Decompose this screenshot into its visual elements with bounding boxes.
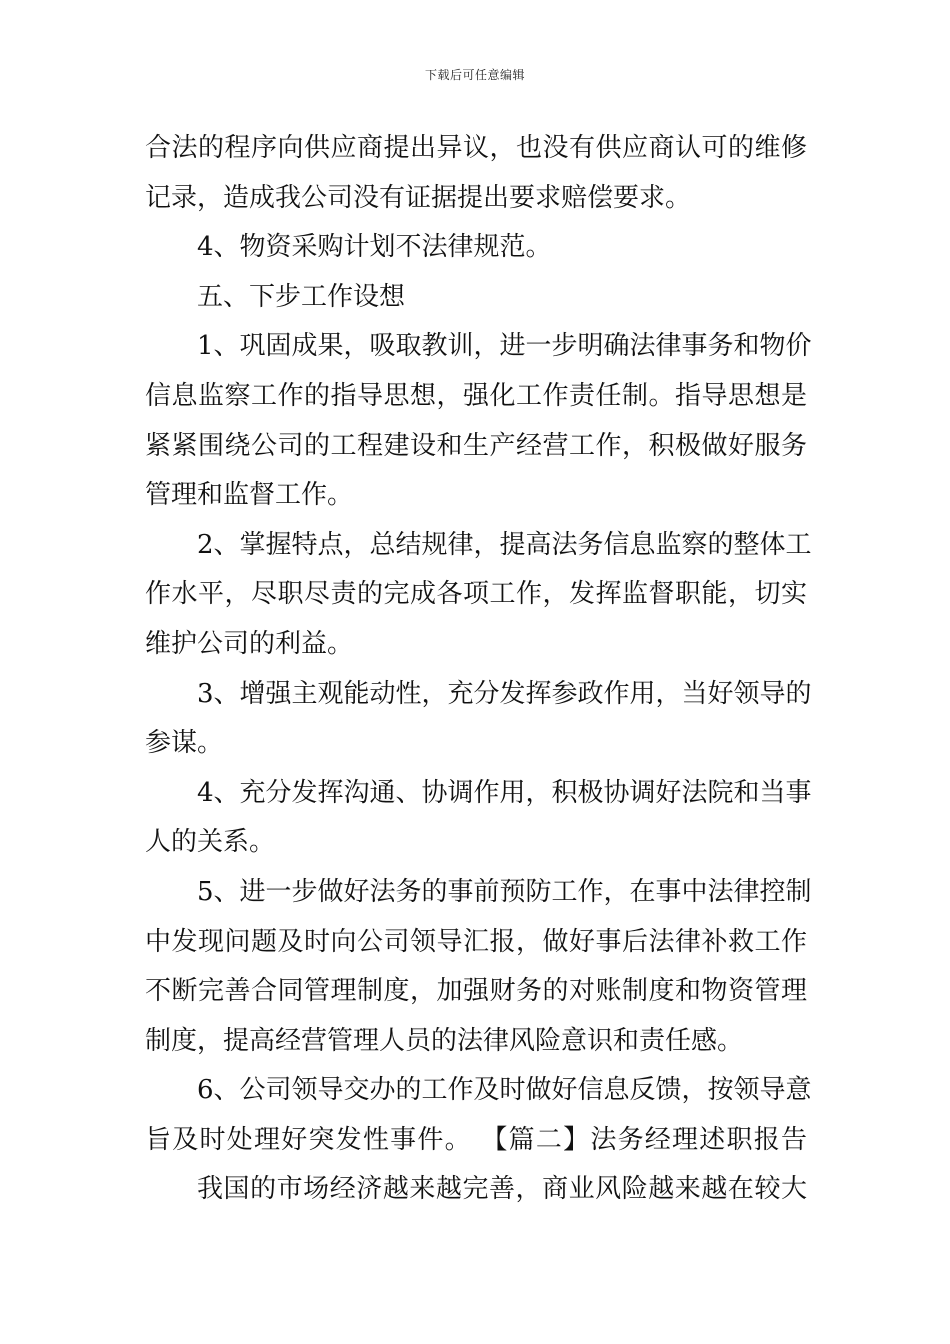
text-line: 6、公司领导交办的工作及时做好信息反馈，按领导意 [197, 1075, 812, 1106]
text-line: 4、物资采购计划不法律规范。 [197, 232, 552, 263]
text-line: 3、增强主观能动性，充分发挥参政作用，当好领导的 [197, 678, 812, 709]
text-line: 旨及时处理好突发性事件。 【篇二】法务经理述职报告 [145, 1124, 807, 1155]
text-line: 不断完善合同管理制度，加强财务的对账制度和物资管理 [145, 976, 807, 1007]
text-line: 人的关系。 [145, 827, 276, 858]
text-line: 参谋。 [145, 728, 224, 759]
text-line: 2、掌握特点，总结规律，提高法务信息监察的整体工 [197, 529, 812, 560]
section-heading [145, 273, 807, 323]
text-line: 5、进一步做好法务的事前预防工作，在事中法律控制 [197, 876, 812, 907]
paragraph [145, 223, 807, 273]
text-line: 我国的市场经济越来越完善，商业风险越来越在较大 [197, 1174, 807, 1205]
paragraph [145, 124, 807, 223]
paragraph [145, 1165, 807, 1215]
paragraph [145, 868, 812, 1066]
paragraph [145, 769, 812, 868]
page-header: 下载后可任意编辑 [424, 68, 525, 82]
text-line: 1、巩固成果，吸取教训，进一步明确法律事务和物价 [197, 331, 812, 362]
text-line: 4、充分发挥沟通、协调作用，积极协调好法院和当事 [197, 777, 812, 808]
paragraph [145, 322, 812, 520]
text-line: 五、下步工作设想 [197, 281, 406, 312]
text-line: 记录，造成我公司没有证据提出要求赔偿要求。 [145, 182, 692, 213]
text-line: 合法的程序向供应商提出异议，也没有供应商认可的维修 [145, 133, 807, 163]
text-line: 中发现问题及时向公司领导汇报，做好事后法律补救工作 [145, 926, 807, 957]
text-line: 管理和监督工作。 [145, 480, 354, 511]
document-body [145, 124, 812, 1215]
text-line: 紧紧围绕公司的工程建设和生产经营工作，积极做好服务 [145, 430, 807, 461]
paragraph [145, 670, 812, 769]
text-line: 维护公司的利益。 [145, 628, 354, 659]
text-line: 作水平，尽职尽责的完成各项工作，发挥监督职能，切实 [145, 579, 807, 610]
text-line: 信息监察工作的指导思想，强化工作责任制。指导思想是 [145, 380, 807, 411]
paragraph [145, 521, 812, 670]
text-line: 制度，提高经营管理人员的法律风险意识和责任感。 [145, 1025, 744, 1056]
paragraph [145, 1066, 812, 1165]
